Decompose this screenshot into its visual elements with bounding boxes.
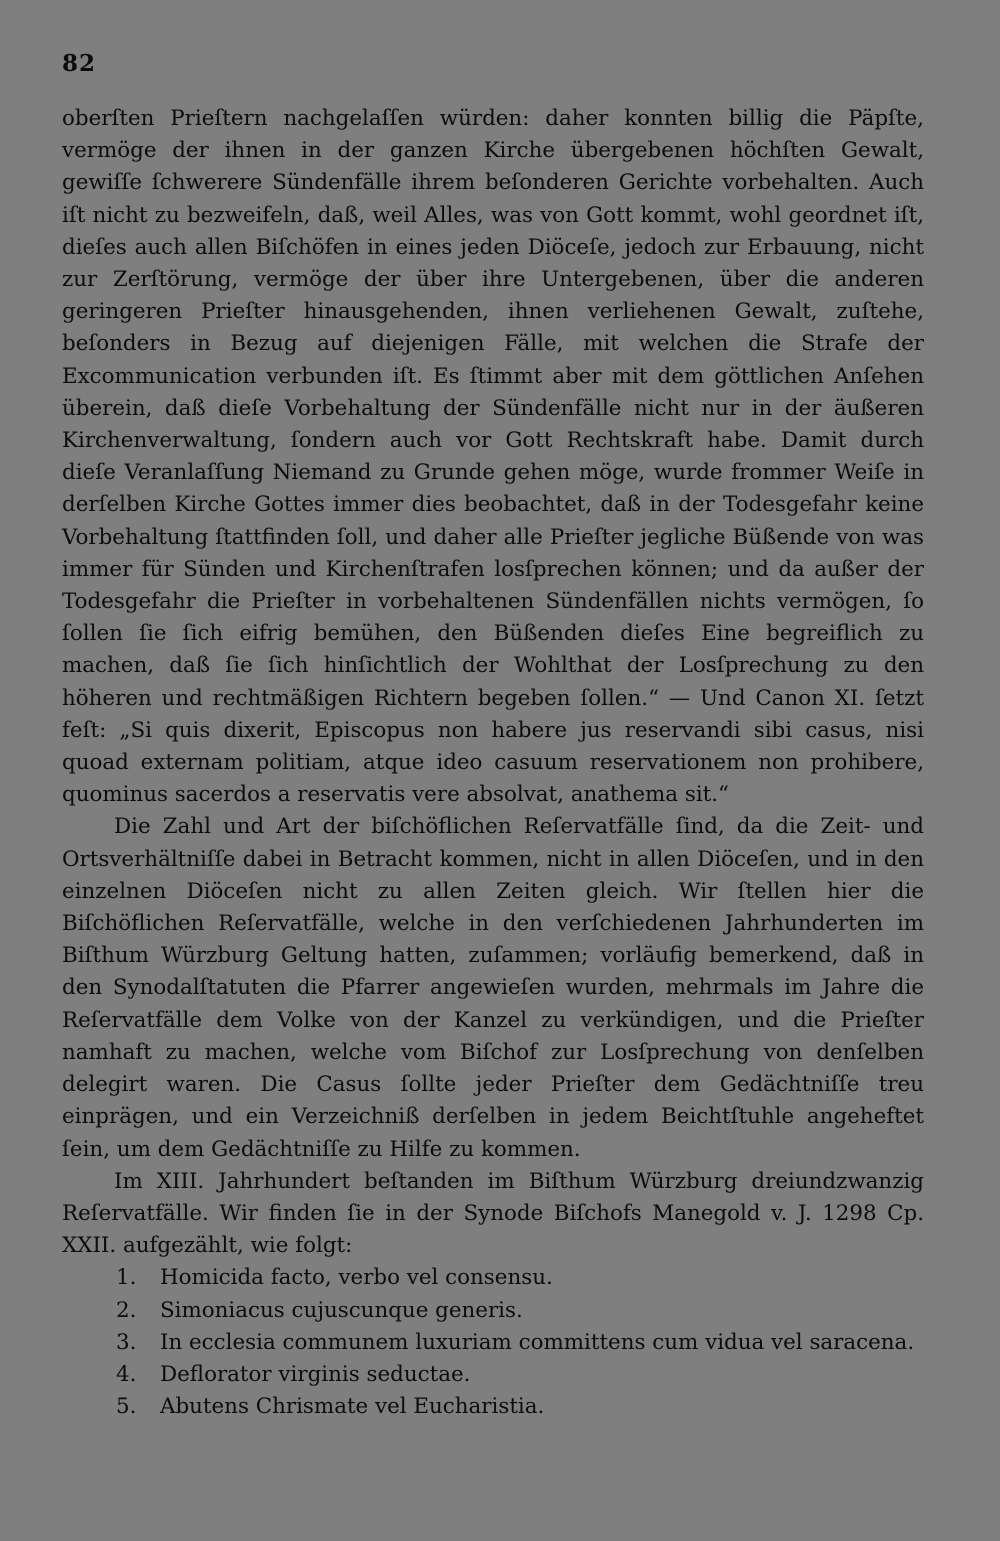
list-item-number: 4. xyxy=(116,1361,137,1387)
list-item-number: 3. xyxy=(116,1329,137,1355)
page-number: 82 xyxy=(62,50,97,77)
list-item xyxy=(62,1359,924,1391)
list-item xyxy=(62,1327,924,1359)
list-item-number: 1. xyxy=(116,1265,137,1291)
list-item-number: 5. xyxy=(116,1394,137,1420)
list-item-number: 2. xyxy=(116,1297,137,1323)
list-item-text: Abutens Chrismate vel Eucharistia. xyxy=(160,1394,545,1420)
page-body xyxy=(62,103,924,1423)
list-item-text: Simoniacus cujuscunque generis. xyxy=(160,1297,523,1323)
list-item-text: In ecclesia communem luxuriam committens cum vidua vel saracena. xyxy=(160,1329,915,1355)
paragraph-reserved-cases-intro: Die Zahl und Art der biſchöflichen Reſervatfälle ſind, da die Zeit- und Ortsverhältniſſe dabei in Betracht kommen, nicht in allen Diöceſen, und in den einzelnen Diöceſen nicht zu allen Zeiten gleich. Wir ſtellen hier die Biſchöflichen Reſervatfälle, welche in den verſchiedenen Jahrhunderten im Biſthum Würzburg Geltung hatten, zuſammen; vorläufig bemerkend, daß in den Synodalſtatuten die Pfarrer angewieſen wurden, mehrmals im Jahre die Reſervatfälle dem Volke von der Kanzel zu verkündigen, und die Prieſter namhaft zu machen, welche vom Biſchof zur Losſprechung von denſelben delegirt waren. Die Casus ſollte jeder Prieſter dem Gedächtniſſe treu einprägen, und ein Verzeichniß derſelben in jedem Beichtſtuhle angeheftet ſein, um dem Gedächtniſſe zu Hilfe zu kommen. xyxy=(62,814,924,1162)
reserved-cases-list xyxy=(62,1262,924,1423)
book-page xyxy=(62,0,924,1541)
paragraph-thirteenth-century: Im XIII. Jahrhundert beſtanden im Biſthum Würzburg dreiundzwanzig Reſervatfälle. Wir finden ſie in der Synode Biſchofs Manegold v. J. 1298 Cp. XXII. aufgezählt, wie folgt: xyxy=(62,1168,924,1259)
list-item xyxy=(62,1391,924,1423)
list-item xyxy=(62,1295,924,1327)
paragraph-canon-quote: oberſten Prieſtern nachgelaſſen würden: daher konnten billig die Päpſte, vermöge der ihnen in der ganzen Kirche übergebenen höchſten Gewalt, gewiſſe ſchwerere Sündenfälle ihrem beſonderen Gerichte vorbehalten. Auch iſt nicht zu bezweifeln, daß, weil Alles, was von Gott kommt, wohl geordnet iſt, dieſes auch allen Biſchöfen in eines jeden Diöceſe, jedoch zur Erbauung, nicht zur Zerſtörung, vermöge der über ihre Untergebenen, über die anderen geringeren Prieſter hinausgehenden, ihnen verliehenen Gewalt, zuſtehe, beſonders in Bezug auf diejenigen Fälle, mit welchen die Strafe der Excommunication verbunden iſt. Es ſtimmt aber mit dem göttlichen Anſehen überein, daß dieſe Vorbehaltung der Sündenfälle nicht nur in der äußeren Kirchenverwaltung, ſondern auch vor Gott Rechtskraft habe. Damit durch dieſe Veranlaſſung Niemand zu Grunde gehen möge, wurde frommer Weiſe in derſelben Kirche Gottes immer dies beobachtet, daß in der Todesgefahr keine Vorbehaltung ſtattfinden ſoll, und daher alle Prieſter jegliche Büßende von was immer für Sünden und Kirchenſtrafen losſprechen können; und da außer der Todesgefahr die Prieſter in vorbehaltenen Sündenfällen nichts vermögen, ſo ſollen ſie ſich eifrig bemühen, den Büßenden dieſes Eine begreiflich zu machen, daß ſie ſich hinſichtlich der Wohlthat der Losſprechung zu den höheren und rechtmäßigen Richtern begeben ſollen.“ — Und Canon XI. ſetzt feſt: „Si quis dixerit, Episcopus non habere jus reservandi sibi casus, nisi quoad externam politiam, atque ideo casuum reservationem non prohibere, quominus sacerdos a reservatis vere absolvat, anathema sit.“ xyxy=(62,106,924,808)
list-item-text: Homicida facto, verbo vel consensu. xyxy=(160,1265,553,1291)
list-item-text: Deflorator virginis seductae. xyxy=(160,1361,471,1387)
list-item xyxy=(62,1262,924,1294)
